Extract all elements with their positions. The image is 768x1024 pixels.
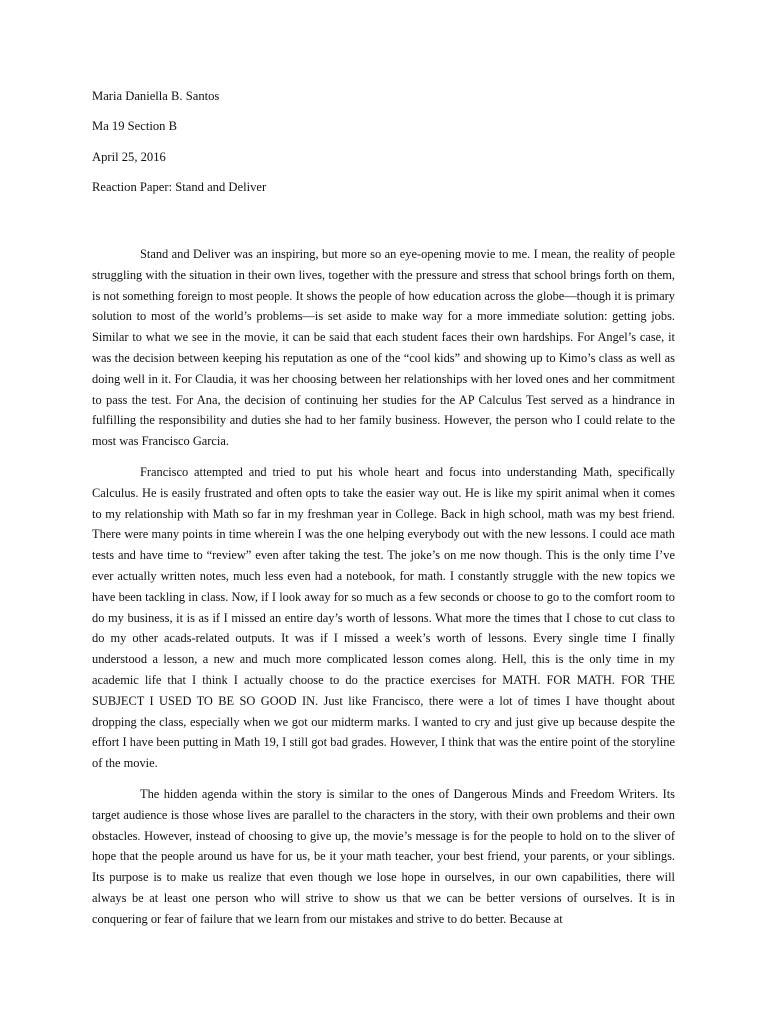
date: April 25, 2016	[92, 150, 166, 164]
paragraph-3: The hidden agenda within the story is similar to the ones of Dangerous Minds and Freedom Writers. Its target audience is those whose lives are parallel to the characters in the story, with their own problems and their own obstacles. However, instead of choosing to give up, the movie’s message is for the people to hold on to the sliver of hope that the people around us have for us, be it your math teacher, your best friend, your parents, or your siblings. Its purpose is to make us realize that even though we lose hope in ourselves, in our own capabilities, there will always be at least one person who will strive to show us that we can be better versions of ourselves. It is in conquering or fear of failure that we learn from our mistakes and strive to do better. Because at	[92, 786, 675, 926]
paper-title: Reaction Paper: Stand and Deliver	[92, 180, 267, 194]
paragraph-2: Francisco attempted and tried to put his whole heart and focus into understanding Math, specifically Calculus. He is easily frustrated and often opts to take the easier way out. He is like my spirit animal when it comes to my relationship with Math so far in my freshman year in College. Back in high school, math was my best friend. There were many points in time wherein I was the one helping everybody out with the new lessons. I could ace math tests and have time to “review” even after taking the test. The joke’s on me now though. This is the only time I’ve ever actually written notes, much less even had a notebook, for math. I constantly struggle with the new topics we have been tackling in class. Now, if I look away for so much as a few seconds or choose to go to the comfort room to do my business, it is as if I missed an entire day’s worth of lessons. What more the times that I chose to cut class to do my other acads-related outputs. It was if I missed a week’s worth of lessons. Every single time I finally understood a lesson, a new and much more complicated lesson comes along. Hell, this is the only time in my academic life that I think I actually choose to do the practice exercises for MATH. FOR MATH. FOR THE SUBJECT I USED TO BE SO GOOD IN. Just like Francisco, there were a lot of times I have thought about dropping the class, especially when we got our midterm marks. I wanted to cry and just give up because despite the effort I have been putting in Math 19, I still got bad grades. However, I think that was the entire point of the storyline of the movie.	[92, 464, 675, 771]
author-name: Maria Daniella B. Santos	[92, 89, 220, 103]
paragraph-1: Stand and Deliver was an inspiring, but more so an eye-opening movie to me. I mean, the reality of people struggling with the situation in their own lives, together with the pressure and stress that school brings forth on them, is not something foreign to most people. It shows the people of how education across the globe—though it is primary solution to most of the world’s problems—is set aside to make way for a more immediate solution: getting jobs. Similar to what we see in the movie, it can be said that each student faces their own hardships. For Angel’s case, it was the decision between keeping his reputation as one of the “cool kids” and showing up to Kimo’s class as well as doing well in it. For Claudia, it was her choosing between her relationships with her loved ones and her commitment to pass the test. For Ana, the decision of continuing her studies for the AP Calculus Test served as a hindrance in fulfilling the responsibility and duties she had to her family business. However, the person who I could relate to the most was Francisco Garcia.	[92, 247, 675, 449]
paper-body	[92, 244, 675, 930]
course-section: Ma 19 Section B	[92, 119, 178, 133]
